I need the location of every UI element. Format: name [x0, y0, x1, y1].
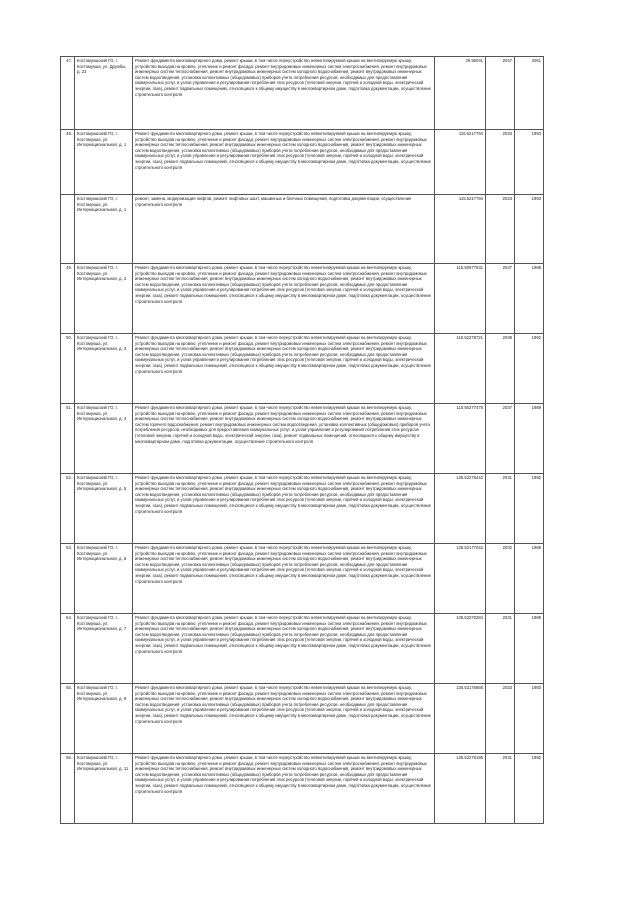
amount-cell: 135.52176666: [435, 684, 486, 754]
year-cell: 2031: [486, 474, 515, 544]
year-cell: 2033: [486, 684, 515, 754]
year-cell: 2038: [486, 334, 515, 404]
amount-cell: 115.50277478: [435, 404, 486, 474]
table-row: [61, 334, 544, 404]
row-number: [61, 195, 75, 264]
work-description-cell: Ремонт фундамента многоквартирного дома, ремонт крыши, в том числе переустройство невентилируемой крыши на вентилируемую крышу, устройство выходов на кровлю, утепление и ремонт фасада, ремонт внутридомовых инженерных систем электроснабжения, ремонт внутридомовых инженерных систем теплоснабжения, ремонт внутридомовых инженерных систем холодного водоснабжения, ремонт внутридомовых инженерных систем водоотведения, установка коллективных (общедомовых) приборов учета потребления ресурсов, необходимых для предоставления коммунальных услуг, и узлов управления и регулирования потребления этих ресурсов (тепловой энергии, горячей и холодной воды, электрической энергии, газа), ремонт подвальных помещений, относящихся к общему имуществу в многоквартирном доме, подготовка документации, осуществление строительного контроля: [133, 130, 435, 195]
address-cell: Костомукшский ГО, г. Костомукша, ул. Интернациональная, д. 9: [75, 684, 133, 754]
row-number: 49.: [61, 264, 75, 334]
table-row: [61, 684, 544, 754]
row-number: 52.: [61, 474, 75, 544]
year-cell: 2031: [486, 754, 515, 824]
amount-cell: 29 56031: [435, 57, 486, 130]
work-description-cell: Ремонт фундамента многоквартирного дома, ремонт крыши, в том числе переустройство невентилируемой крыши на вентилируемую крышу, устройство выходов на кровлю, утепление и ремонт фасада, ремонт внутридомовых инженерных систем электроснабжения, ремонт внутридомовых инженерных систем теплоснабжения, ремонт внутридомовых инженерных систем холодного водоснабжения, ремонт внутридомовых инженерных систем водоотведения, установка коллективных (общедомовых) приборов учета потребления ресурсов, необходимых для предоставления коммунальных услуг, и узлов управления и регулирования потребления этих ресурсов (тепловой энергии, горячей и холодной воды, электрической энергии, газа), ремонт подвальных помещений, относящихся к общему имуществу в многоквартирном доме, подготовка документации, осуществление строительного контроля: [133, 57, 435, 130]
year-cell: 2047: [486, 57, 515, 130]
row-number: 47.: [61, 57, 75, 130]
build-year-cell: 1992: [515, 754, 544, 824]
build-year-cell: 1988: [515, 264, 544, 334]
address-cell: Костомукшский ГО, г. Костомукша, ул. Интернациональная, д. 5: [75, 474, 133, 544]
build-year-cell: 1992: [515, 334, 544, 404]
build-year-cell: 1989: [515, 544, 544, 614]
amount-cell: 115.5217794: [435, 130, 486, 195]
address-cell: Костомукшский ГО, г. Костомукша, ул. Интернациональная, д. 1: [75, 195, 133, 264]
build-year-cell: 1993: [515, 195, 544, 264]
table-row: [61, 614, 544, 684]
build-year-cell: 1993: [515, 684, 544, 754]
work-description-cell: Ремонт фундамента многоквартирного дома, ремонт крыши, в том числе переустройство невентилируемой крыши на вентилируемую крышу, устройство выходов на кровлю, утепление и ремонт фасада, ремонт внутридомовых инженерных систем электроснабжения, ремонт внутридомовых инженерных систем теплоснабжения, ремонт внутридомовых инженерных систем холодного водоснабжения, ремонт внутридомовых инженерных систем водоотведения, установка коллективных (общедомовых) приборов учета потребления ресурсов, необходимых для предоставления коммунальных услуг, и узлов управления и регулирования потребления этих ресурсов (тепловой энергии, горячей и холодной воды, электрической энергии, газа), ремонт подвальных помещений, относящихся к общему имуществу в многоквартирном доме, подготовка документации, осуществление строительного контроля: [133, 544, 435, 614]
address-cell: Костомукшский ГО, г. Костомукша, ул. Интернациональная, д. 2: [75, 264, 133, 334]
row-number: 54.: [61, 614, 75, 684]
year-cell: 2037: [486, 404, 515, 474]
address-cell: Костомукшский ГО, г. Костомукша, ул. Интернациональная, д. 7: [75, 614, 133, 684]
amount-cell: 115.50977531: [435, 264, 486, 334]
row-number: 56.: [61, 754, 75, 824]
build-year-cell: 1993: [515, 130, 544, 195]
row-number: 51.: [61, 404, 75, 474]
address-cell: Костомукшский ГО, г. Костомукша, ул. Интернациональная, д. 11: [75, 754, 133, 824]
year-cell: 2033: [486, 130, 515, 195]
table-row: [61, 474, 544, 544]
year-cell: 2037: [486, 264, 515, 334]
build-year-cell: 2051: [515, 57, 544, 130]
address-cell: Костомукшский ГО, г. Костомукша, ул. Интернациональная, д. 4: [75, 404, 133, 474]
table-row: [61, 404, 544, 474]
table-row: [61, 195, 544, 264]
build-year-cell: 1992: [515, 474, 544, 544]
year-cell: 2031: [486, 614, 515, 684]
amount-cell: 135.52278442: [435, 474, 486, 544]
address-cell: Костомукшский ГО, г. Костомукша, ул. Интернациональная, д. 6: [75, 544, 133, 614]
work-description-cell: Ремонт фундамента многоквартирного дома, ремонт крыши, в том числе переустройство невентилируемой крыши на вентилируемую крышу, устройство выходов на кровлю, утепление и ремонт фасада, ремонт внутридомовых инженерных систем электроснабжения, ремонт внутридомовых инженерных систем теплоснабжения, ремонт внутридомовых инженерных систем холодного водоснабжения, ремонт внутридомовых инженерных систем горячего водоснабжения, ремонт внутридомовых инженерных систем водоотведения, установка коллективных (общедомовых) приборов учета потребления ресурсов, необходимых для предоставления коммунальных услуг, и узлов управления и регулирования потребления этих ресурсов (тепловой энергии, горячей и холодной воды, электрической энергии, газа), ремонт подвальных помещений, относящихся к общему имуществу в многоквартирном доме, подготовка документации, осуществление строительного контроля: [133, 404, 435, 474]
table-row: [61, 57, 544, 130]
work-description-cell: Ремонт фундамента многоквартирного дома, ремонт крыши, в том числе переустройство невентилируемой крыши на вентилируемую крышу, устройство выходов на кровлю, утепление и ремонт фасада, ремонт внутридомовых инженерных систем электроснабжения, ремонт внутридомовых инженерных систем теплоснабжения, ремонт внутридомовых инженерных систем холодного водоснабжения, ремонт внутридомовых инженерных систем водоотведения, установка коллективных (общедомовых) приборов учета потребления ресурсов, необходимых для предоставления коммунальных услуг, и узлов управления и регулирования потребления этих ресурсов (тепловой энергии, горячей и холодной воды, электрической энергии, газа), ремонт подвальных помещений, относящихся к общему имуществу в многоквартирном доме, подготовка документации, осуществление строительного контроля: [133, 754, 435, 824]
work-description-cell: Ремонт фундамента многоквартирного дома, ремонт крыши, в том числе переустройство невентилируемой крыши на вентилируемую крышу, устройство выходов на кровлю, утепление и ремонт фасада, ремонт внутридомовых инженерных систем электроснабжения, ремонт внутридомовых инженерных систем теплоснабжения, ремонт внутридомовых инженерных систем холодного водоснабжения, ремонт внутридомовых инженерных систем водоотведения, установка коллективных (общедомовых) приборов учета потребления ресурсов, необходимых для предоставления коммунальных услуг, и узлов управления и регулирования потребления этих ресурсов (тепловой энергии, горячей и холодной воды, электрической энергии, газа), ремонт подвальных помещений, относящихся к общему имуществу в многоквартирном доме, подготовка документации, осуществление строительного контроля: [133, 474, 435, 544]
work-description-cell: Ремонт фундамента многоквартирного дома, ремонт крыши, в том числе переустройство невентилируемой крыши на вентилируемую крышу, устройство выходов на кровлю, утепление и ремонт фасада, ремонт внутридомовых инженерных систем электроснабжения, ремонт внутридомовых инженерных систем теплоснабжения, ремонт внутридомовых инженерных систем холодного водоснабжения, ремонт внутридомовых инженерных систем водоотведения, установка коллективных (общедомовых) приборов учета потребления ресурсов, необходимых для предоставления коммунальных услуг, и узлов управления и регулирования потребления этих ресурсов (тепловой энергии, горячей и холодной воды, электрической энергии, газа), ремонт подвальных помещений, относящихся к общему имуществу в многоквартирном доме, подготовка документации, осуществление строительного контроля: [133, 614, 435, 684]
row-number: 48.: [61, 130, 75, 195]
address-cell: Костомукшский ГО, г. Костомукша, ул. Интернациональная, д. 3: [75, 334, 133, 404]
address-cell: Костомукшский ГО, г. Костомукша, ул. Дружбы, д. 23: [75, 57, 133, 130]
build-year-cell: 1989: [515, 614, 544, 684]
build-year-cell: 1989: [515, 404, 544, 474]
year-cell: 2032: [486, 544, 515, 614]
row-number: 53.: [61, 544, 75, 614]
table-row: [61, 544, 544, 614]
work-description-cell: ремонт, замена, модернизация лифтов, ремонт лифтовых шахт, машинных и блочных помещений, подготовка документации, осуществление строительного контроля: [133, 195, 435, 264]
address-cell: Костомукшский ГО, г. Костомукша, ул. Интернациональная, д. 1: [75, 130, 133, 195]
row-number: 55.: [61, 684, 75, 754]
amount-cell: 115.5217794: [435, 195, 486, 264]
repair-schedule-table: [60, 56, 544, 824]
work-description-cell: Ремонт фундамента многоквартирного дома, ремонт крыши, в том числе переустройство невентилируемой крыши на вентилируемую крышу, устройство выходов на кровлю, утепление и ремонт фасада, ремонт внутридомовых инженерных систем электроснабжения, ремонт внутридомовых инженерных систем теплоснабжения, ремонт внутридомовых инженерных систем холодного водоснабжения, ремонт внутридомовых инженерных систем водоотведения, установка коллективных (общедомовых) приборов учета потребления ресурсов, необходимых для предоставления коммунальных услуг, и узлов управления и регулирования потребления этих ресурсов (тепловой энергии, горячей и холодной воды, электрической энергии, газа), ремонт подвальных помещений, относящихся к общему имуществу в многоквартирном доме, подготовка документации, осуществление строительного контроля: [133, 334, 435, 404]
work-description-cell: Ремонт фундамента многоквартирного дома, ремонт крыши, в том числе переустройство невентилируемой крыши на вентилируемую крышу, устройство выходов на кровлю, утепление и ремонт фасада, ремонт внутридомовых инженерных систем электроснабжения, ремонт внутридомовых инженерных систем теплоснабжения, ремонт внутридомовых инженерных систем холодного водоснабжения, ремонт внутридомовых инженерных систем водоотведения, установка коллективных (общедомовых) приборов учета потребления ресурсов, необходимых для предоставления коммунальных услуг, и узлов управления и регулирования потребления этих ресурсов (тепловой энергии, горячей и холодной воды, электрической энергии, газа), ремонт подвальных помещений, относящихся к общему имуществу в многоквартирном доме, подготовка документации, осуществление строительного контроля: [133, 684, 435, 754]
table-body: [61, 57, 544, 824]
amount-cell: 135.52177042: [435, 544, 486, 614]
table-row: [61, 754, 544, 824]
table-row: [61, 130, 544, 195]
row-number: 50.: [61, 334, 75, 404]
amount-cell: 115.52278721: [435, 334, 486, 404]
amount-cell: 135.52276195: [435, 754, 486, 824]
amount-cell: 135.52276284: [435, 614, 486, 684]
year-cell: 2023: [486, 195, 515, 264]
work-description-cell: Ремонт фундамента многоквартирного дома, ремонт крыши, в том числе переустройство невентилируемой крыши на вентилируемую крышу, устройство выходов на кровлю, утепление и ремонт фасада, ремонт внутридомовых инженерных систем электроснабжения, ремонт внутридомовых инженерных систем теплоснабжения, ремонт внутридомовых инженерных систем холодного водоснабжения, ремонт внутридомовых инженерных систем водоотведения, установка коллективных (общедомовых) приборов учета потребления ресурсов, необходимых для предоставления коммунальных услуг, и узлов управления и регулирования потребления этих ресурсов (тепловой энергии, горячей и холодной воды, электрической энергии, газа), ремонт подвальных помещений, относящихся к общему имуществу в многоквартирном доме, подготовка документации, осуществление строительного контроля: [133, 264, 435, 334]
table-row: [61, 264, 544, 334]
